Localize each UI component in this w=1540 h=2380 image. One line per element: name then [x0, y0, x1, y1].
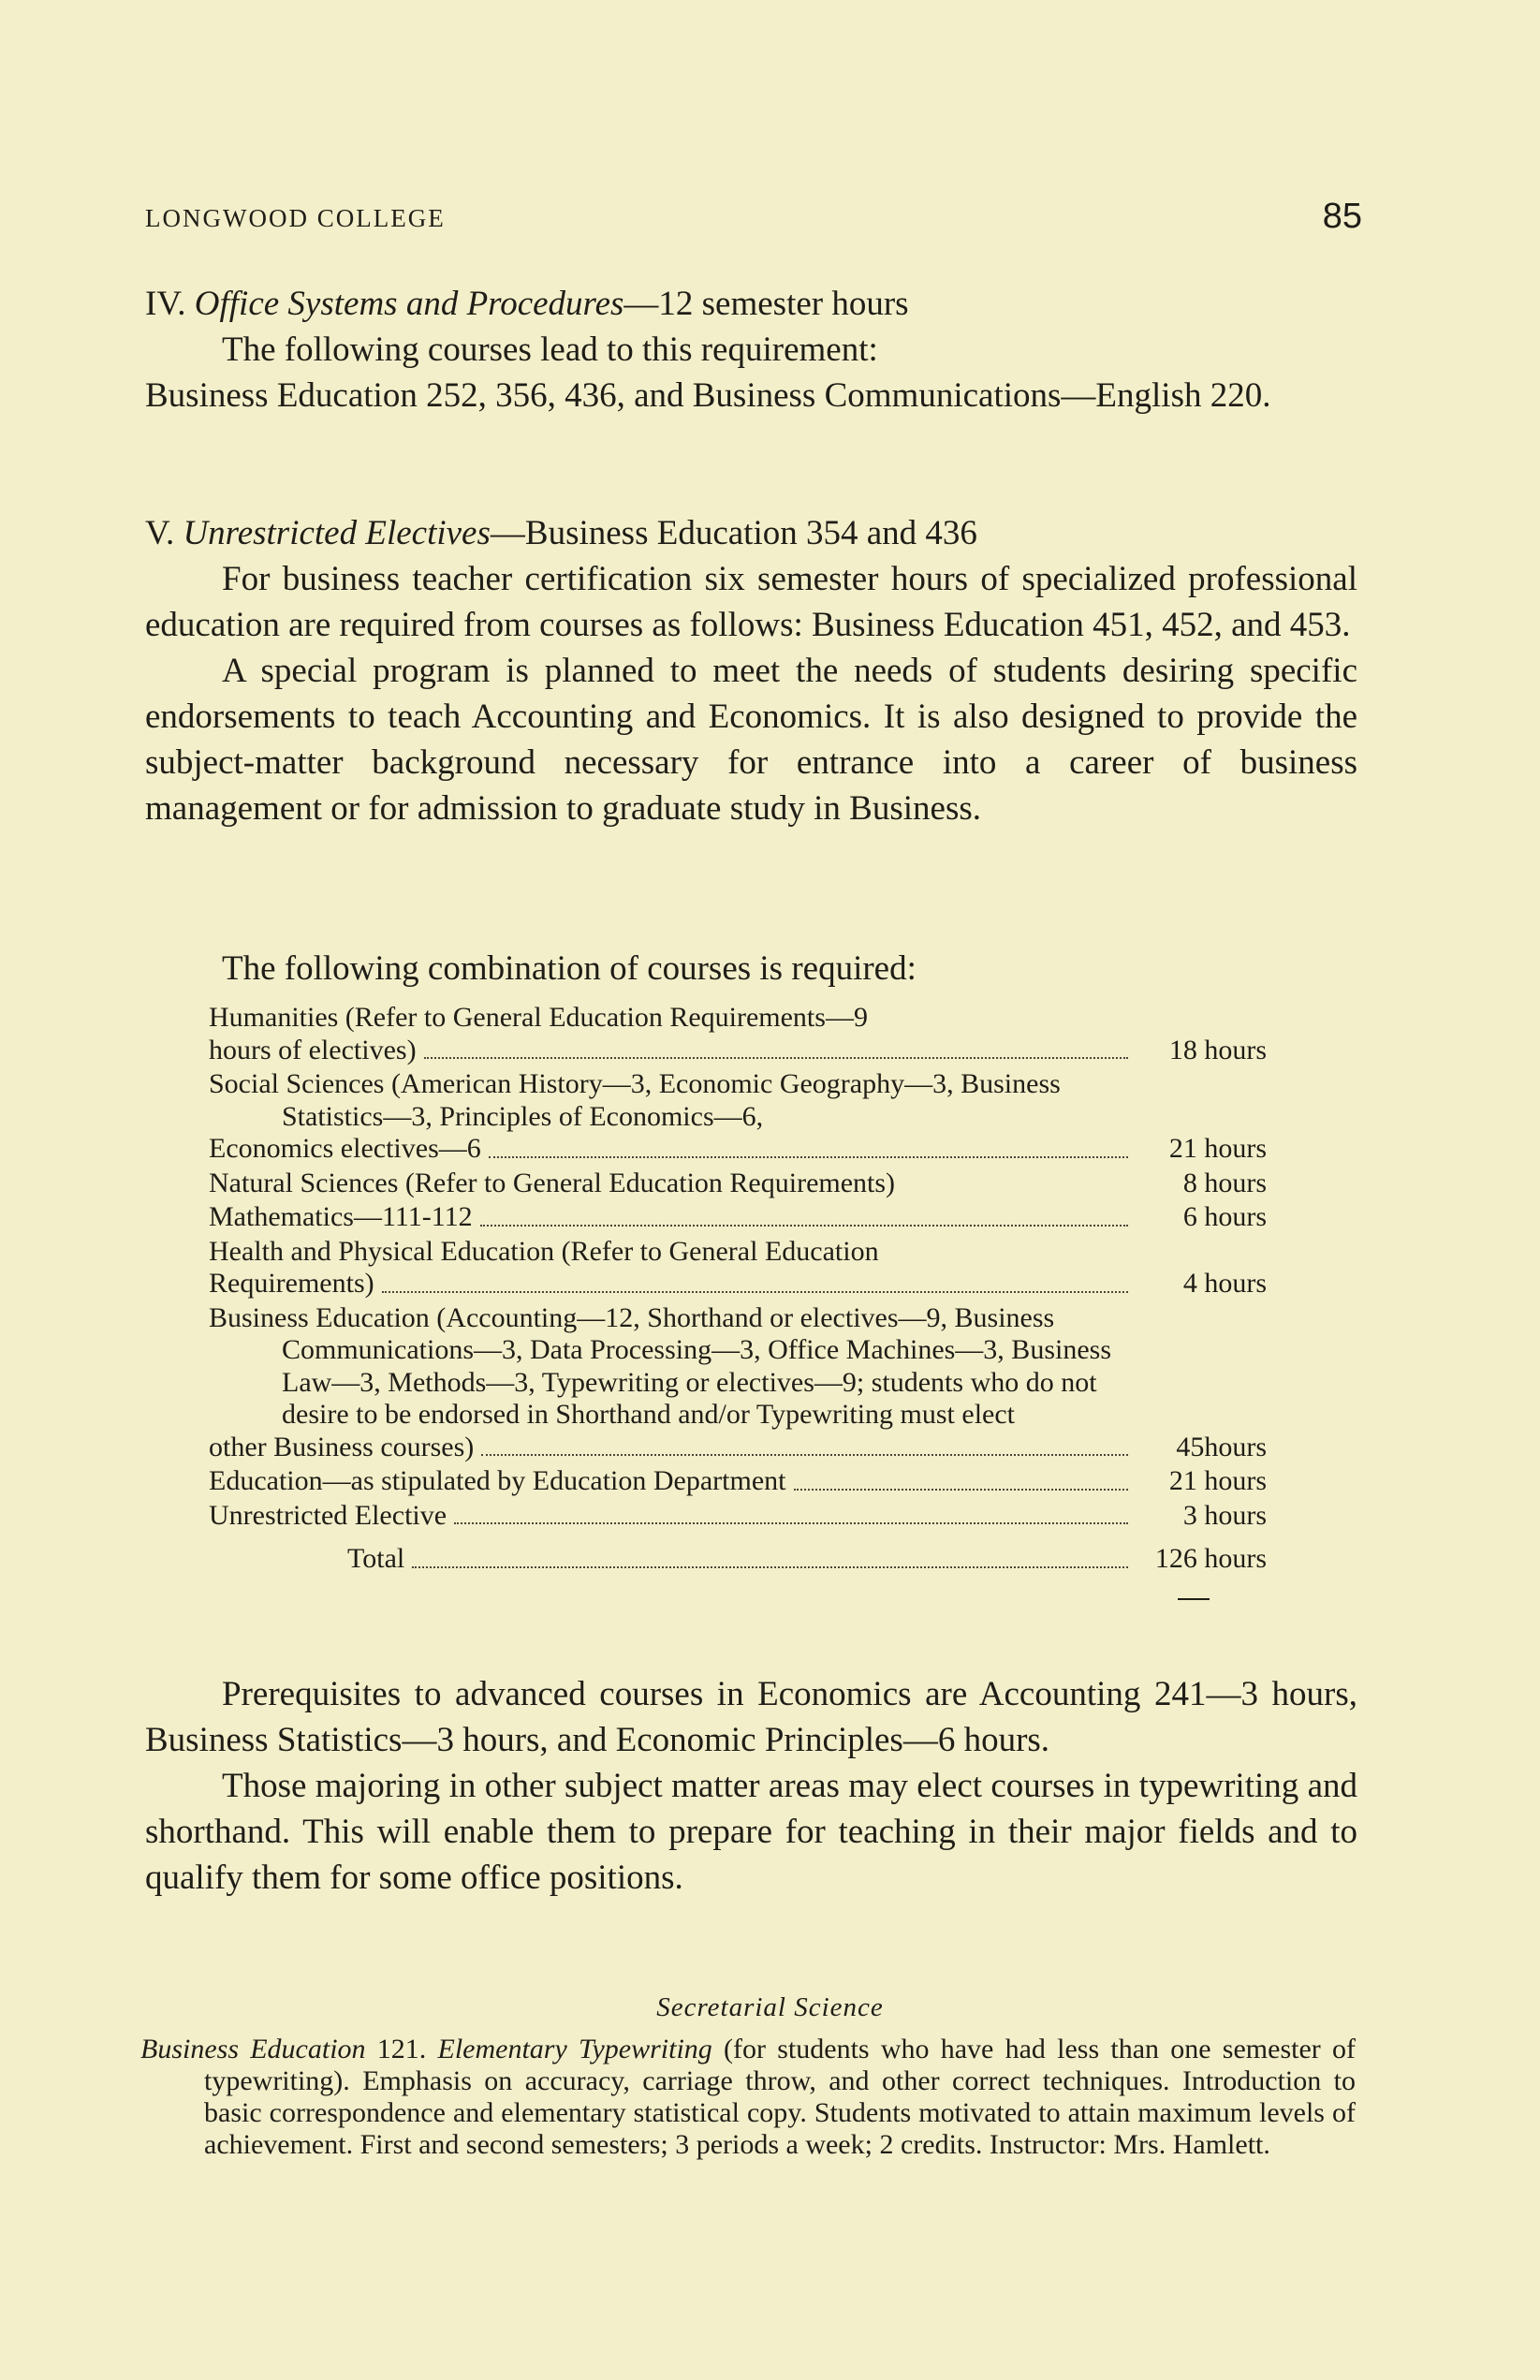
section-iv-suffix: —12 semester hours	[623, 285, 909, 323]
section-v-title: Unrestricted Electives	[183, 514, 491, 552]
requirement-lead: Social Sciences (American History—3, Economic Geography—3, Business Statistics—3, Principles of Economics—6,	[209, 1068, 1061, 1132]
requirement-lead: Humanities (Refer to General Education Requirements—9	[209, 1002, 868, 1033]
special-program-paragraph: A special program is planned to meet the needs of students desiring specific endorsements to teach Accounting and Economics. It is also designed to provide the subject-matter background necessary for entrance into a career of business management or for admission to graduate study in Business.	[145, 652, 1357, 828]
section-iv-title: Office Systems and Procedures	[194, 285, 624, 323]
dot-leader	[382, 1291, 1128, 1293]
requirement-label: Economics electives—6	[209, 1133, 481, 1164]
dot-leader	[480, 1225, 1128, 1227]
section-v-heading	[145, 510, 1357, 556]
course-department: Business Education	[140, 2034, 366, 2064]
dot-leader	[481, 1454, 1128, 1456]
course-number: 121.	[376, 2034, 427, 2064]
requirement-label: Mathematics—111-112	[209, 1201, 473, 1232]
dot-leader	[424, 1057, 1128, 1059]
requirement-hours: 45hours	[1176, 1431, 1267, 1462]
prerequisites-paragraph: Prerequisites to advanced courses in Economics are Accounting 241—3 hours, Business Statistics—3 hours, and Economic Principles—6 hours.	[145, 1675, 1357, 1759]
section-v-suffix: —Business Education 354 and 436	[490, 514, 977, 552]
dot-leader	[412, 1566, 1128, 1568]
secretarial-science-heading: Secretarial Science	[656, 1992, 884, 2022]
requirement-row	[209, 1068, 1295, 1166]
requirement-row	[209, 1465, 1295, 1498]
requirement-row	[209, 1168, 1295, 1200]
section-iv-numeral: IV.	[145, 285, 186, 323]
section-iv-heading	[145, 281, 1357, 327]
section-v-numeral: V.	[145, 514, 175, 552]
section-iv	[145, 281, 1357, 419]
course-text: (for students who have had less than one semester of typewriting). Emphasis on accuracy, carriage throw, and other correct techniques. Introduction to basic correspondence and elementary statistical copy. Students motivated to attain maximum levels of achievement. First and second semesters; 3 periods a week; 2 credits. Instructor: Mrs. Hamlett.	[204, 2034, 1356, 2160]
total-label: Total	[347, 1543, 405, 1574]
requirement-hours: 21 hours	[1168, 1133, 1267, 1164]
requirement-label: other Business courses)	[209, 1431, 475, 1462]
running-head: LONGWOOD COLLEGE	[145, 204, 446, 232]
requirement-row	[209, 1302, 1295, 1464]
requirement-lead: Business Education (Accounting—12, Shorthand or electives—9, Business Communications—3, Data Processing—3, Office Machines—3, Business Law—3, Methods—3, Typewriting or electives—9; students who do not desire to be endorsed in Shorthand and/or Typewriting must elect	[209, 1301, 1111, 1430]
requirement-hours: 6 hours	[1182, 1201, 1267, 1232]
requirement-hours: 18 hours	[1168, 1034, 1267, 1065]
section-iv-courses: Business Education 252, 356, 436, and Business Communications—English 220.	[145, 376, 1271, 415]
section-v	[145, 510, 1357, 831]
page-header	[145, 197, 1362, 243]
total-rule	[1178, 1598, 1210, 1600]
course-description	[140, 2034, 1356, 2161]
requirement-label: Education—as stipulated by Education Department	[209, 1465, 786, 1496]
total-hours: 126 hours	[1154, 1543, 1267, 1574]
requirements-table	[209, 1002, 1295, 1578]
requirement-lead: Health and Physical Education (Refer to General Education	[209, 1235, 879, 1267]
dot-leader	[489, 1156, 1128, 1158]
course-title: Elementary Typewriting	[437, 2034, 712, 2064]
requirement-label: Natural Sciences (Refer to General Education Requirements)	[209, 1167, 896, 1198]
total-row	[209, 1543, 1295, 1576]
requirement-row	[209, 1201, 1295, 1234]
dot-leader	[454, 1522, 1128, 1524]
section-iv-intro: The following courses lead to this requirement:	[222, 331, 878, 369]
page-number: 85	[1322, 197, 1362, 236]
dot-leader	[794, 1489, 1129, 1491]
requirement-hours: 8 hours	[1182, 1167, 1267, 1198]
requirement-hours: 3 hours	[1182, 1499, 1267, 1531]
requirement-row	[209, 1236, 1295, 1300]
requirement-label: Unrestricted Elective	[209, 1499, 447, 1531]
requirement-label: hours of electives)	[209, 1034, 417, 1065]
combination-intro: The following combination of courses is required:	[222, 949, 917, 988]
other-majors-paragraph: Those majoring in other subject matter areas may elect courses in typewriting and shorthand. This will enable them to prepare for teaching in their major fields and to qualify them for some office positions.	[145, 1767, 1357, 1897]
requirement-row	[209, 1002, 1295, 1066]
closing-paragraphs	[145, 1671, 1357, 1901]
requirement-label: Requirements)	[209, 1268, 374, 1299]
requirement-hours: 21 hours	[1168, 1465, 1267, 1496]
requirement-row	[209, 1500, 1295, 1533]
requirement-hours: 4 hours	[1182, 1268, 1267, 1299]
certification-paragraph: For business teacher certification six semester hours of specialized professional education are required from courses as follows: Business Education 451, 452, and 453.	[145, 560, 1357, 644]
